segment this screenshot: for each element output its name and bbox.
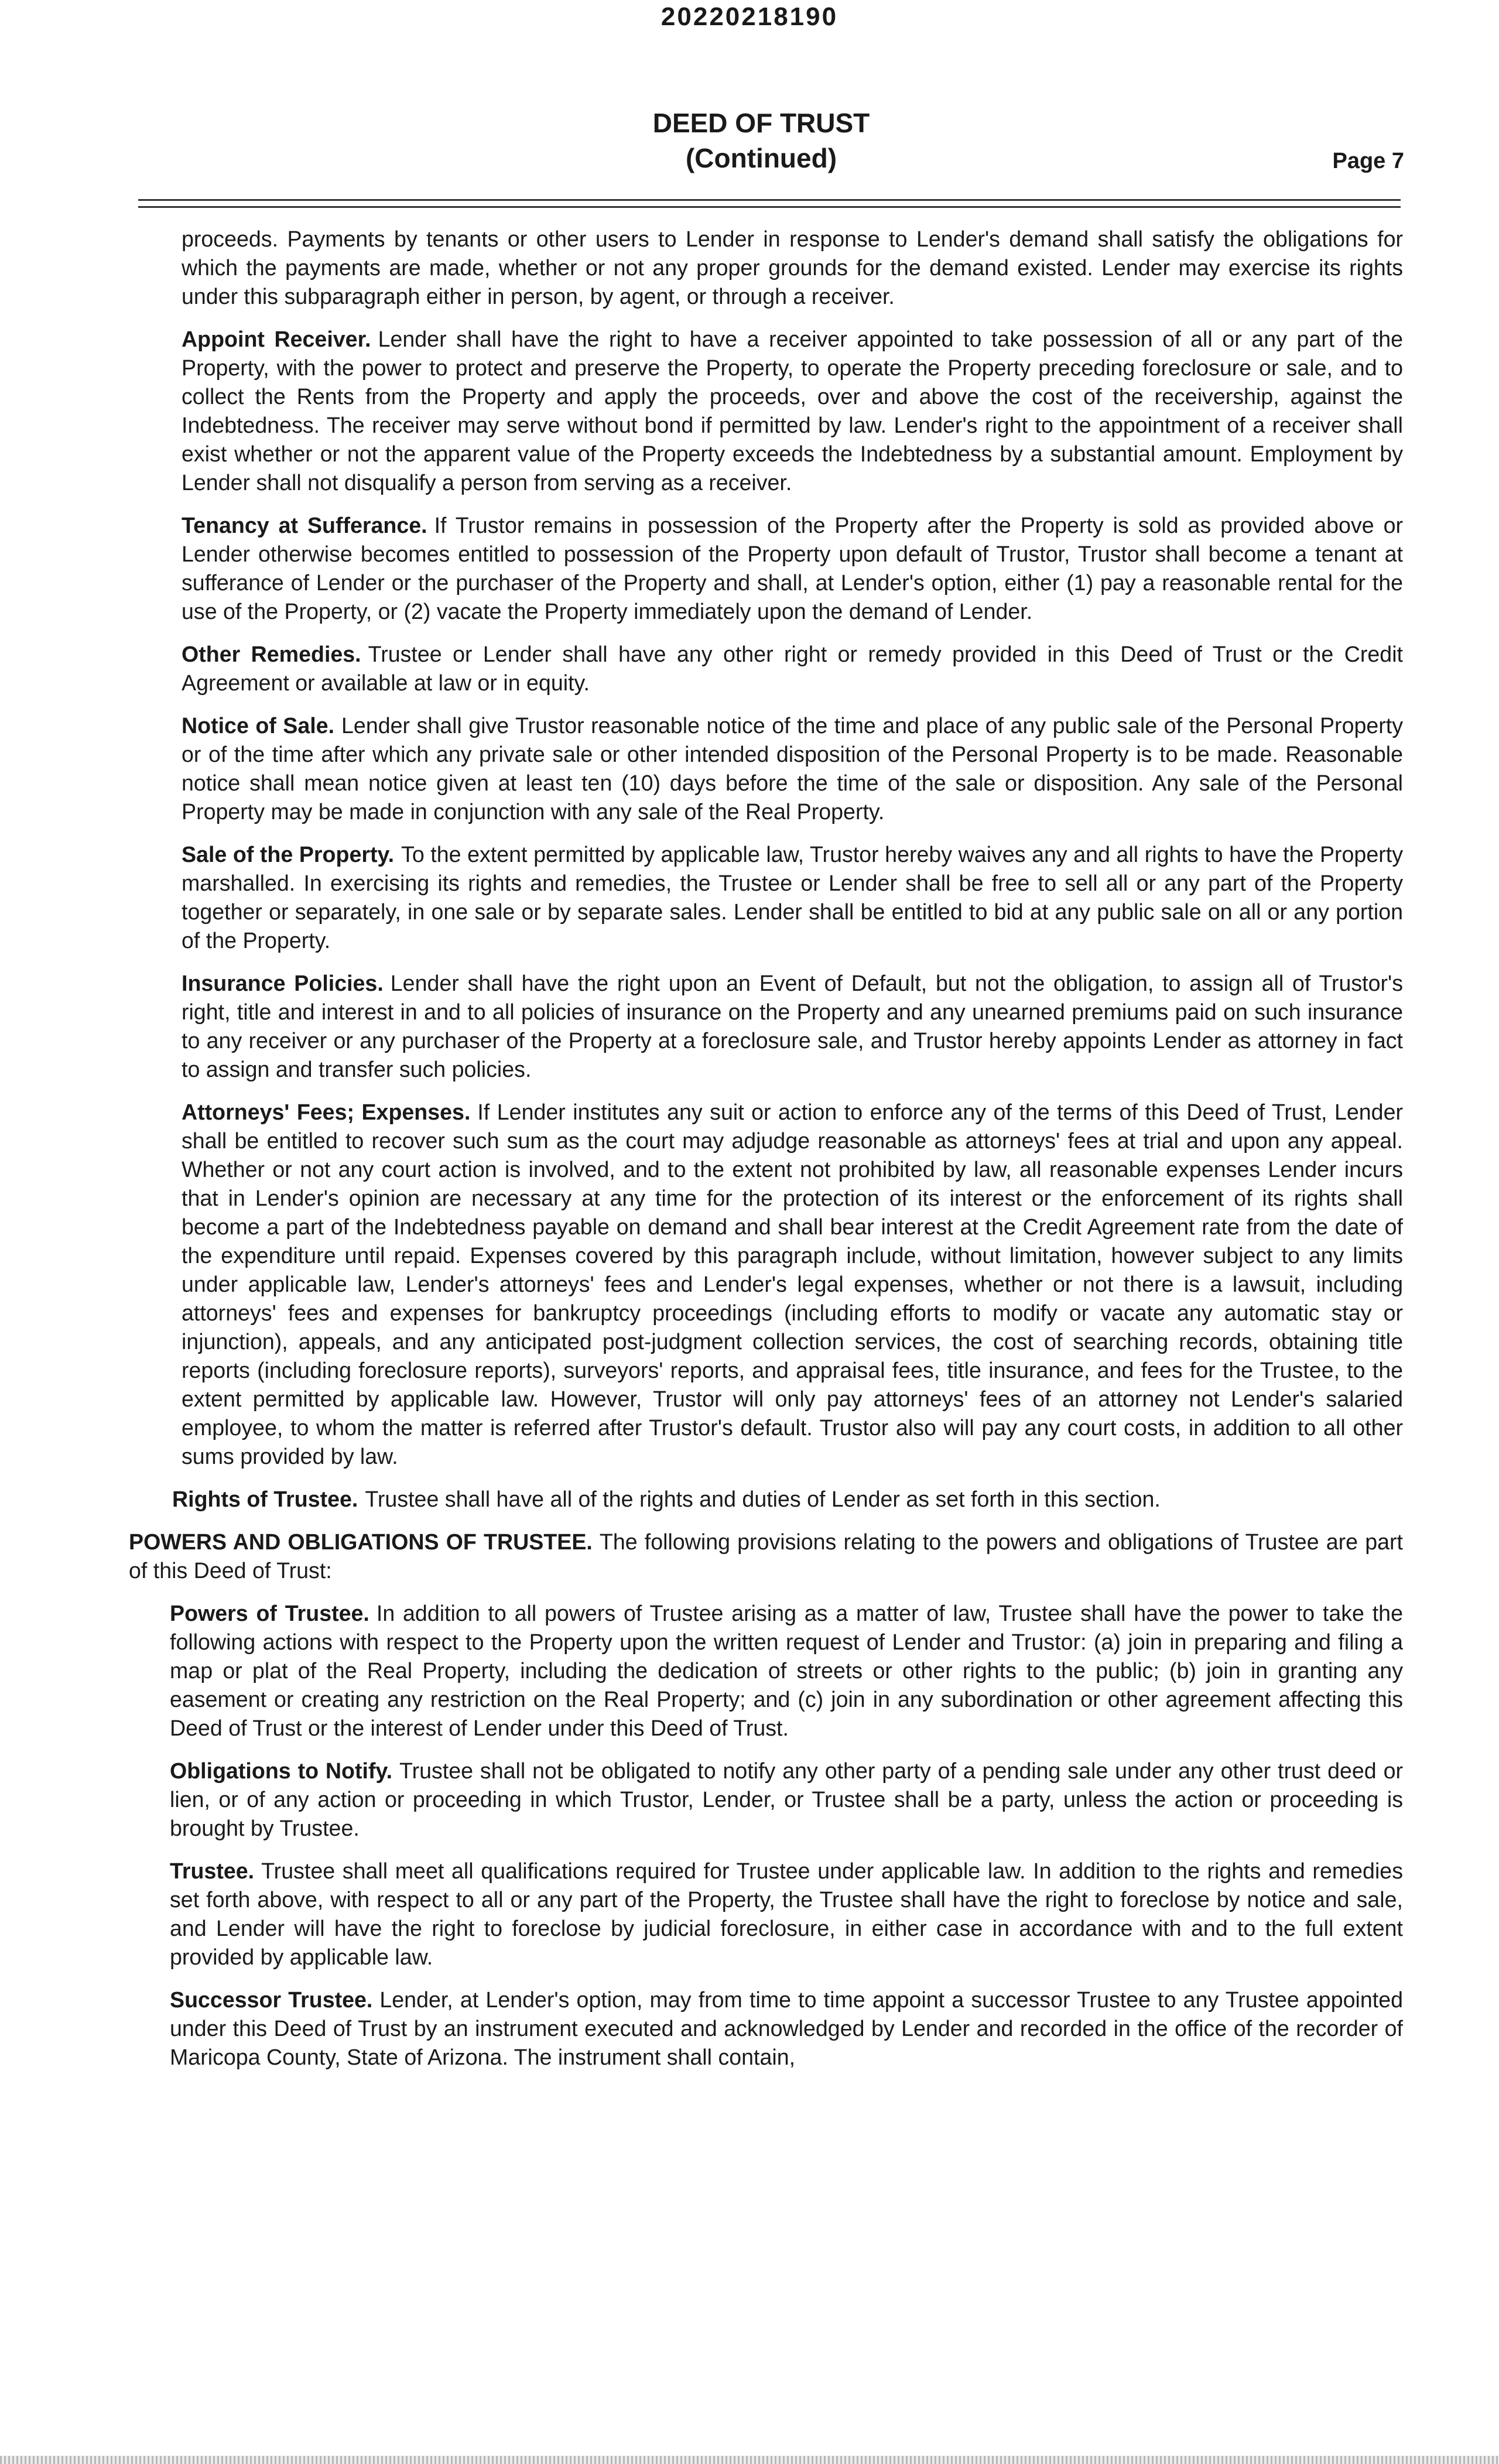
- heading-other-remedies: Other Remedies.: [182, 642, 361, 666]
- heading-trustee: Trustee.: [170, 1859, 255, 1883]
- document-body: [129, 225, 1404, 2086]
- paragraph-notice-of-sale: Notice of Sale. Lender shall give Trustor reasonable notice of the time and place of any public sale of the Personal Property or of the time after which any private sale or other intended disposition of the Personal Property is to be made. Reasonable notice shall mean notice given at least ten (10) days before the time of the sale or disposition. Any sale of the Personal Property may be made in conjunction with any sale of the Real Property.: [182, 713, 1404, 824]
- paragraph-tenancy-at-sufferance: Tenancy at Sufferance. If Trustor remains in possession of the Property after the Property is sold as provided above or Lender otherwise becomes entitled to possession of the Property upon default of Trustor, Trustor shall become a tenant at sufferance of Lender or the purchaser of the Property and shall, at Lender's option, either (1) pay a reasonable rental for the use of the Property, or (2) vacate the Property immediately upon the demand of Lender.: [182, 513, 1403, 624]
- paragraph-other-remedies: Other Remedies. Trustee or Lender shall have any other right or remedy provided in this Deed of Trust or the Credit Agreement or available at law or in equity.: [182, 642, 1403, 695]
- paragraph-appoint-receiver: Appoint Receiver. Lender shall have the right to have a receiver appointed to take possession of all or any part of the Property, with the power to protect and preserve the Property, to operate the Property preceding foreclosure or sale, and to collect the Rents from the Property and apply the proceeds, over and above the cost of the receivership, against the Indebtedness. The receiver may serve without bond if permitted by law. Lender's right to the appointment of a receiver shall exist whether or not the apparent value of the Property exceeds the Indebtedness by a substantial amount. Employment by Lender shall not disqualify a person from serving as a receiver.: [182, 327, 1403, 495]
- document-subtitle: (Continued): [685, 143, 837, 173]
- section-powers-and-obligations: POWERS AND OBLIGATIONS OF TRUSTEE. The following provisions relating to the powers and obligations of Trustee are part of this Deed of Trust:: [129, 1529, 1403, 1583]
- paragraph-proceeds: proceeds. Payments by tenants or other users to Lender in response to Lender's demand shall satisfy the obligations for which the payments are made, whether or not any proper grounds for the demand existed. Lender may exercise its rights under this subparagraph either in person, by agent, or through a receiver.: [182, 227, 1403, 309]
- page-number: Page 7: [1332, 149, 1404, 173]
- heading-appoint-receiver: Appoint Receiver.: [182, 327, 371, 351]
- recording-number: 20220218190: [660, 2, 839, 31]
- document-title-block: [0, 105, 1499, 176]
- paragraph-rights-of-trustee: Rights of Trustee. Trustee shall have all of the rights and duties of Lender as set forth in this section.: [172, 1487, 1161, 1511]
- heading-attorneys-fees: Attorneys' Fees; Expenses.: [182, 1100, 471, 1124]
- paragraph-obligations-to-notify: Obligations to Notify. Trustee shall not be obligated to notify any other party of a pending sale under any other trust deed or lien, or of any action or proceeding in which Trustor, Lender, or Trustee shall be a party, unless the action or proceeding is brought by Trustee.: [170, 1758, 1403, 1840]
- header-rule-bottom: [138, 206, 1401, 208]
- heading-notice-of-sale: Notice of Sale.: [182, 713, 335, 738]
- scan-edge-noise: [0, 2456, 1499, 2464]
- paragraph-attorneys-fees: Attorneys' Fees; Expenses. If Lender institutes any suit or action to enforce any of the terms of this Deed of Trust, Lender shall be entitled to recover such sum as the court may adjudge reasonable as attorneys' fees at trial and upon any appeal. Whether or not any court action is involved, and to the extent not prohibited by law, all reasonable expenses Lender incurs that in Lender's opinion are necessary at any time for the protection of its interest or the enforcement of its rights shall become a part of the Indebtedness payable on demand and shall bear interest at the Credit Agreement rate from the date of the expenditure until repaid. Expenses covered by this paragraph include, without limitation, however subject to any limits under applicable law, Lender's attorneys' fees and Lender's legal expenses, whether or not there is a lawsuit, including attorneys' fees and expenses for bankruptcy proceedings (including efforts to modify or vacate any automatic stay or injunction), appeals, and any anticipated post-judgment collection services, the cost of searching records, obtaining title reports (including foreclosure reports), surveyors' reports, and appraisal fees, title insurance, and fees for the Trustee, to the extent permitted by applicable law. However, Trustor will only pay attorneys' fees of an attorney not Lender's salaried employee, to whom the matter is referred after Trustor's default. Trustor also will pay any court costs, in addition to all other sums provided by law.: [182, 1100, 1403, 1469]
- heading-successor-trustee: Successor Trustee.: [170, 1987, 373, 2012]
- heading-tenancy-at-sufferance: Tenancy at Sufferance.: [182, 513, 427, 538]
- paragraph-successor-trustee: Successor Trustee. Lender, at Lender's option, may from time to time appoint a successor Trustee to any Trustee appointed under this Deed of Trust by an instrument executed and acknowledged by Lender and recorded in the office of the recorder of Maricopa County, State of Arizona. The instrument shall contain,: [170, 1987, 1403, 2069]
- heading-obligations-to-notify: Obligations to Notify.: [170, 1758, 393, 1783]
- heading-powers-of-trustee: Powers of Trustee.: [170, 1601, 369, 1625]
- heading-rights-of-trustee: Rights of Trustee.: [172, 1487, 358, 1511]
- paragraph-trustee: Trustee. Trustee shall meet all qualifications required for Trustee under applicable law. In addition to the rights and remedies set forth above, with respect to all or any part of the Property, the Trustee shall have the right to foreclose by notice and sale, and Lender will have the right to foreclose by judicial foreclosure, in either case in accordance with and to the full extent provided by applicable law.: [170, 1859, 1403, 1969]
- heading-sale-of-property: Sale of the Property.: [182, 842, 395, 867]
- heading-insurance-policies: Insurance Policies.: [182, 971, 384, 995]
- header-rule-top: [138, 199, 1401, 201]
- paragraph-powers-of-trustee: Powers of Trustee. In addition to all powers of Trustee arising as a matter of law, Trustee shall have the power to take the following actions with respect to the Property upon the written request of Lender and Trustor: (a) join in preparing and filing a map or plat of the Real Property, including the dedication of streets or other rights to the public; (b) join in granting any easement or creating any restriction on the Real Property; and (c) join in any subordination or other agreement affecting this Deed of Trust or the interest of Lender under this Deed of Trust.: [170, 1601, 1403, 1740]
- document-title: DEED OF TRUST: [652, 108, 870, 138]
- paragraph-sale-of-property: Sale of the Property. To the extent permitted by applicable law, Trustor hereby waives any and all rights to have the Property marshalled. In exercising its rights and remedies, the Trustee or Lender shall be free to sell all or any part of the Property together or separately, in one sale or by separate sales. Lender shall be entitled to bid at any public sale on all or any portion of the Property.: [182, 842, 1403, 953]
- heading-powers-and-obligations: POWERS AND OBLIGATIONS OF TRUSTEE.: [129, 1529, 593, 1554]
- paragraph-insurance-policies: Insurance Policies. Lender shall have the right upon an Event of Default, but not the obligation, to assign all of Trustor's right, title and interest in and to all policies of insurance on the Property and any unearned premiums paid on such insurance to any receiver or any purchaser of the Property at a foreclosure sale, and Trustor hereby appoints Lender as attorney in fact to assign and transfer such policies.: [182, 971, 1403, 1082]
